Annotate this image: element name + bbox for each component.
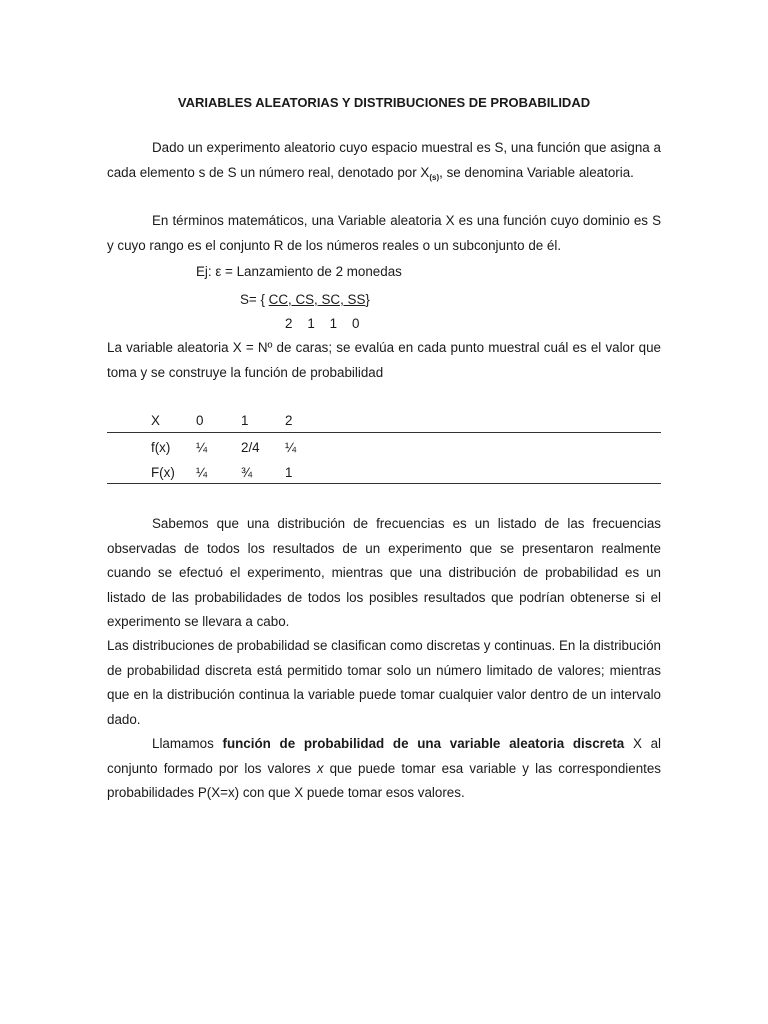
table-header-0: 0: [196, 413, 204, 428]
table-header-x: X: [151, 413, 160, 428]
table-bottom-rule: [107, 483, 661, 484]
paragraph-definition-text: Dado un experimento aleatorio cuyo espacio muestral es S, una función que asigna a cada elemento s de S un número real, denotado por X: [107, 140, 661, 180]
table-row-cdf-label: F(x): [151, 465, 175, 480]
discrete-function-term: función de probabilidad de una variable aleatoria discreta: [222, 736, 625, 751]
paragraph-classification: Las distribuciones de probabilidad se clasifican como discretas y continuas. En la distribución de probabilidad discreta está permitido tomar solo un número limitado de valores; mientras que en la distribución continua la variable puede tomar cualquier valor dentro de un intervalo dado.: [107, 638, 661, 727]
paragraph-random-variable: La variable aleatoria X = Nº de caras; se evalúa en cada punto muestral cuál es el valor que toma y se construye la función de probabilidad: [107, 340, 661, 380]
table-cell: 1: [285, 465, 293, 480]
table-cell: ¼: [285, 440, 297, 455]
table-cell: 2/4: [241, 440, 260, 455]
sample-point-values: 2 1 1 0: [285, 316, 360, 331]
paragraph-discrete-lead: Llamamos: [152, 736, 223, 751]
table-header-2: 2: [285, 413, 293, 428]
table-cell: ¼: [196, 440, 208, 455]
document-title: VARIABLES ALEATORIAS Y DISTRIBUCIONES DE PROBABILIDAD: [177, 95, 591, 110]
table-cell: ¼: [196, 465, 208, 480]
sample-space-prefix: S= {: [240, 292, 269, 307]
variable-x-italic: x: [316, 760, 324, 776]
paragraph-frequency-distribution: Sabemos que una distribución de frecuencias es un listado de las frecuencias observadas de todos los resultados de un experimento que se presentaron realmente cuando se efectuó el experimento, mientras que una distribución de probabilidad es un listado de las probabilidades de todos los posibles resultados que podrían obtenerse si el experimento se llevara a cabo.: [107, 516, 661, 629]
table-header-rule: [107, 432, 661, 433]
paragraph-math-definition: En términos matemáticos, una Variable aleatoria X es una función cuyo dominio es S y cuyo rango es el conjunto R de los números reales o un subconjunto de él.: [107, 213, 661, 253]
paragraph-discrete-end: que puede tomar esa variable y las correspondientes probabilidades P(X=x) con que X puede tomar esos valores.: [107, 760, 661, 800]
table-header-1: 1: [241, 413, 249, 428]
paragraph-definition-end: , se denomina Variable aleatoria.: [439, 164, 634, 180]
table-cell: ¾: [241, 465, 253, 480]
subscript-s: (s): [429, 172, 440, 182]
table-row-fx-label: f(x): [151, 440, 171, 455]
sample-space-items: CC, CS, SC, SS: [268, 292, 366, 307]
sample-space: [240, 288, 370, 313]
paragraph-definition: [107, 136, 661, 190]
example-experiment: Ej: ε = Lanzamiento de 2 monedas: [196, 264, 402, 279]
paragraph-discrete-mid: X al conjunto formado por los valores: [107, 736, 661, 776]
sample-space-suffix: }: [365, 292, 370, 307]
paragraph-discrete-function: [107, 732, 661, 806]
